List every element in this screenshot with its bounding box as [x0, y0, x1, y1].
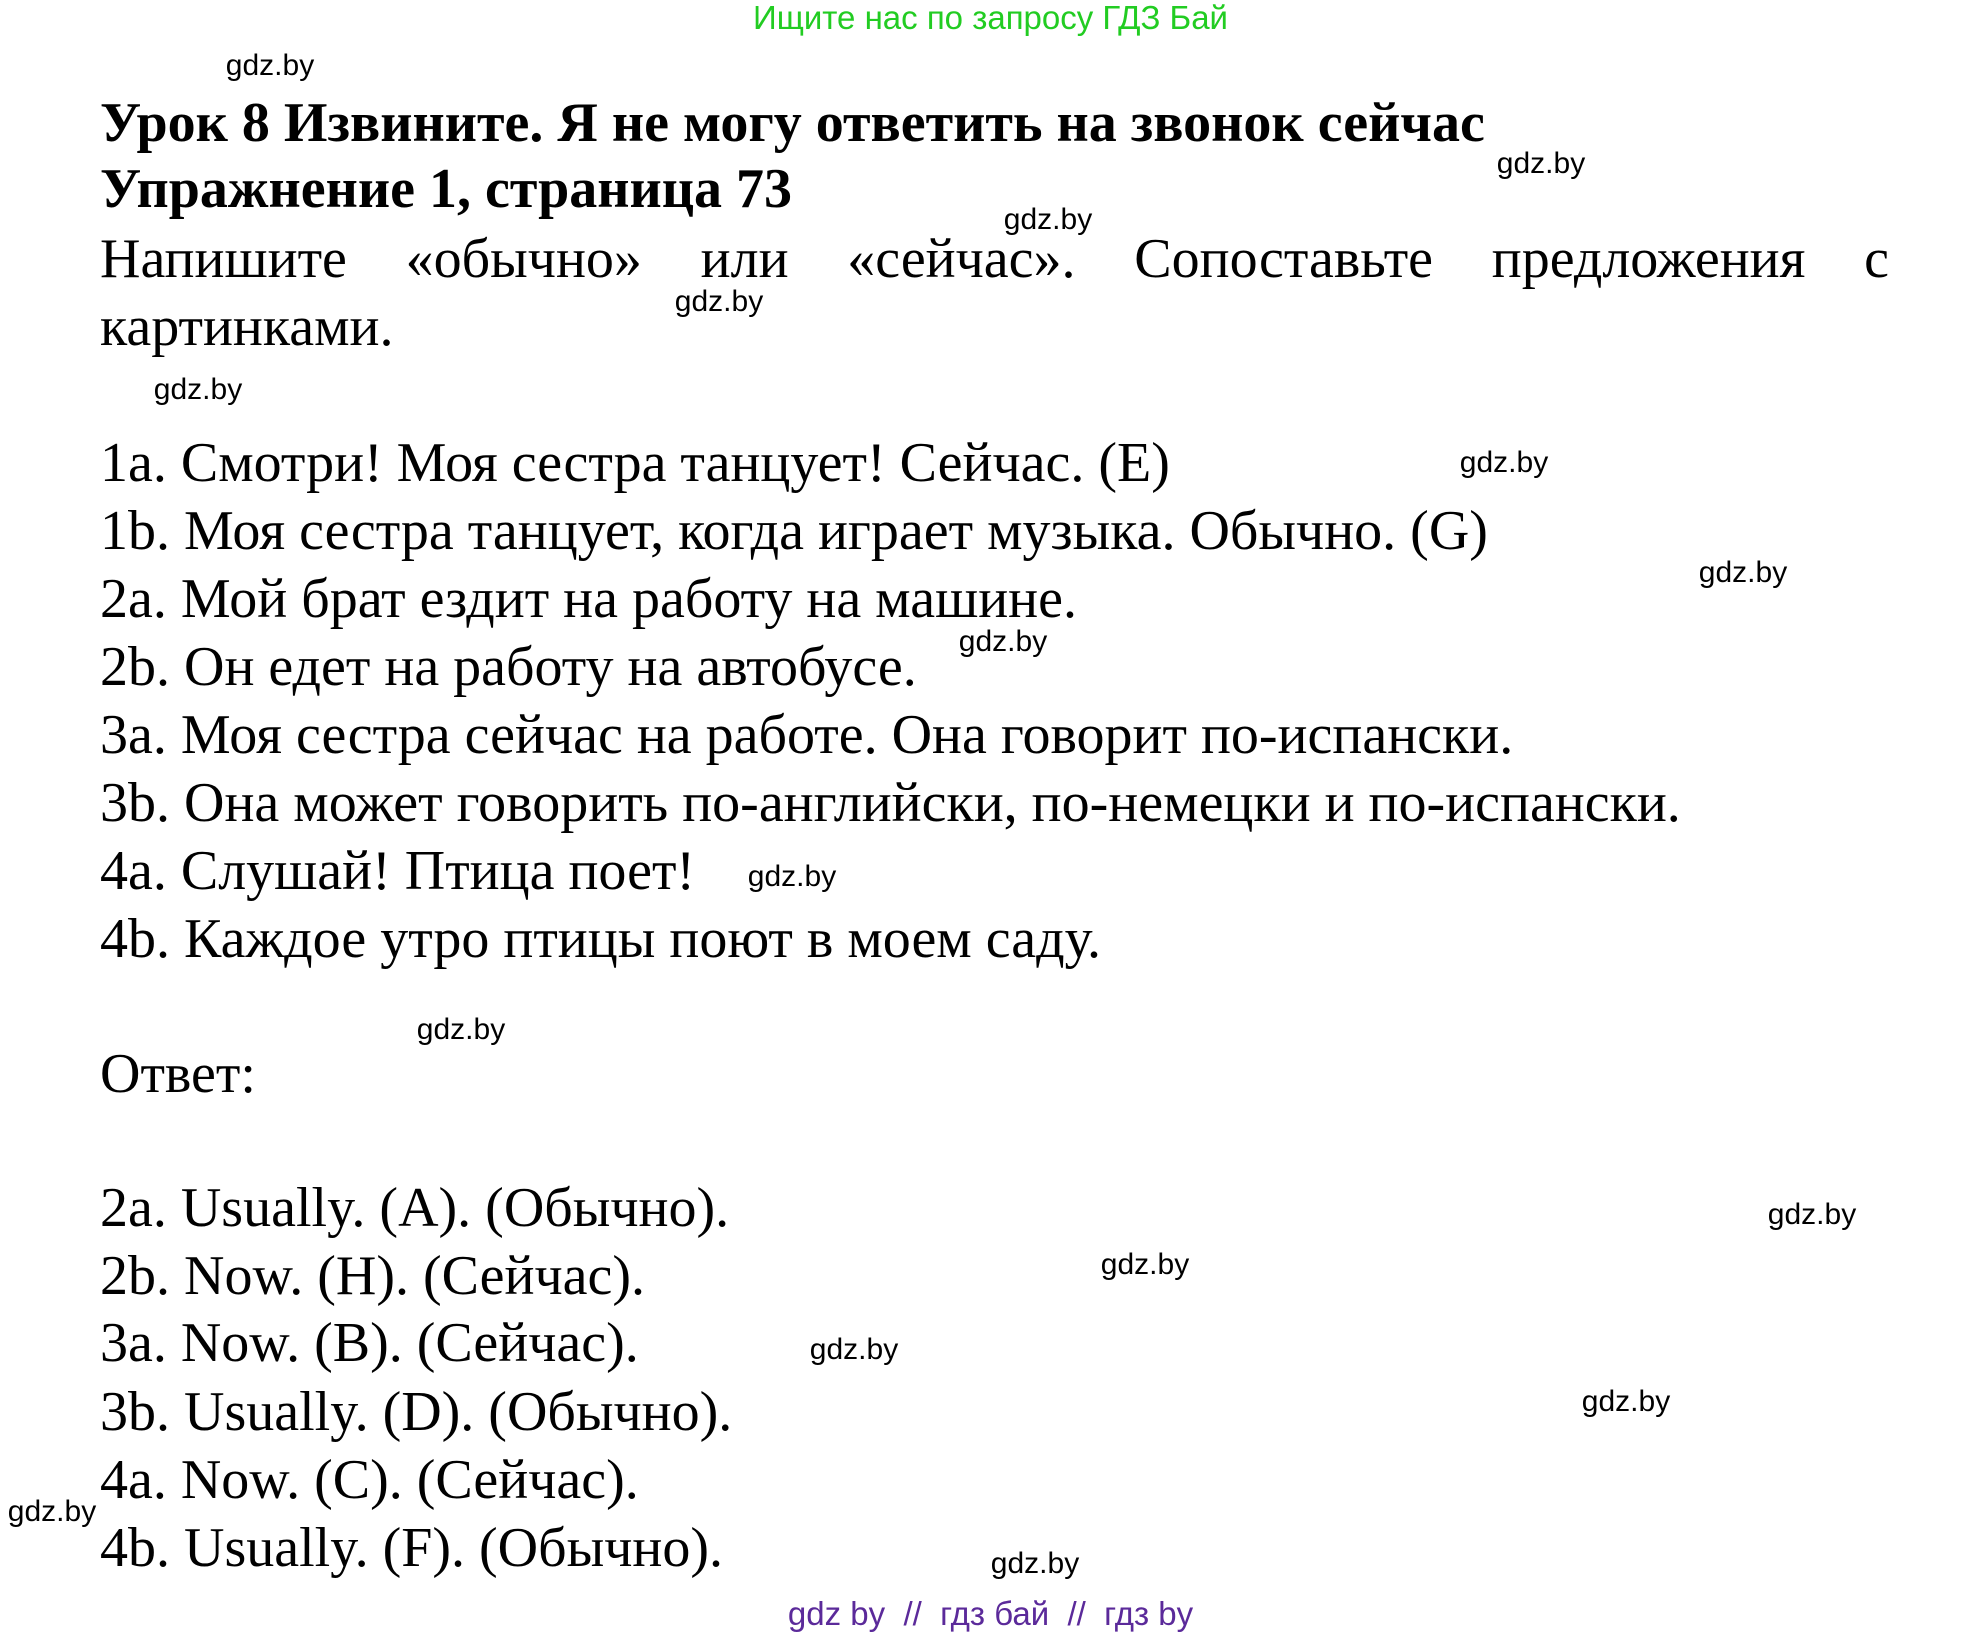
watermark: gdz.by — [1100, 1248, 1190, 1281]
answer-2a: 2a. Usually. (A). (Обычно). — [100, 1177, 730, 1239]
watermark: gdz.by — [809, 1333, 899, 1366]
instruction-line-2: картинками. — [100, 296, 394, 358]
watermark: gdz.by — [1767, 1198, 1857, 1231]
instruction-line-1: Напишите «обычно» или «сейчас». Сопоставьте предложения с — [100, 228, 1889, 290]
sentence-4b: 4b. Каждое утро птицы поют в моем саду. — [100, 908, 1102, 970]
header-banner: Ищите нас по запросу ГДЗ Бай — [753, 0, 1228, 36]
watermark: gdz.by — [1496, 147, 1586, 180]
watermark: gdz.by — [1459, 446, 1549, 479]
answer-3b: 3b. Usually. (D). (Обычно). — [100, 1381, 733, 1443]
answer-2b: 2b. Now. (H). (Сейчас). — [100, 1245, 646, 1307]
watermark: gdz.by — [225, 49, 315, 82]
sentence-1b: 1b. Моя сестра танцует, когда играет музыка. Обычно. (G) — [100, 500, 1488, 562]
sentence-4a: 4a. Слушай! Птица поет! — [100, 840, 696, 902]
watermark: gdz.by — [1698, 556, 1788, 589]
watermark: gdz.by — [1581, 1385, 1671, 1418]
footer-links[interactable]: gdz by // гдз бай // гдз by — [787, 1595, 1194, 1632]
answer-4a: 4a. Now. (C). (Сейчас). — [100, 1449, 639, 1511]
sentence-2b: 2b. Он едет на работу на автобусе. — [100, 636, 917, 698]
sentence-2a: 2a. Мой брат ездит на работу на машине. — [100, 568, 1077, 630]
sentence-1a: 1a. Смотри! Моя сестра танцует! Сейчас. (E) — [100, 432, 1170, 494]
watermark: gdz.by — [7, 1495, 97, 1528]
answer-3a: 3a. Now. (B). (Сейчас). — [100, 1312, 639, 1374]
instruction — [100, 225, 1889, 361]
answer-4b: 4b. Usually. (F). (Обычно). — [100, 1517, 723, 1579]
exercise-subtitle: Упражнение 1, страница 73 — [100, 158, 793, 220]
watermark: gdz.by — [1003, 203, 1093, 236]
watermark: gdz.by — [958, 625, 1048, 658]
watermark: gdz.by — [990, 1547, 1080, 1580]
page-title: Урок 8 Извините. Я не могу ответить на звонок сейчас — [100, 92, 1485, 154]
sentence-3a: 3a. Моя сестра сейчас на работе. Она говорит по-испански. — [100, 704, 1514, 766]
watermark: gdz.by — [747, 860, 837, 893]
watermark: gdz.by — [416, 1013, 506, 1046]
answer-label: Ответ: — [100, 1043, 256, 1105]
watermark: gdz.by — [153, 373, 243, 406]
sentence-3b: 3b. Она может говорить по-английски, по-немецки и по-испански. — [100, 772, 1681, 834]
watermark: gdz.by — [674, 285, 764, 318]
